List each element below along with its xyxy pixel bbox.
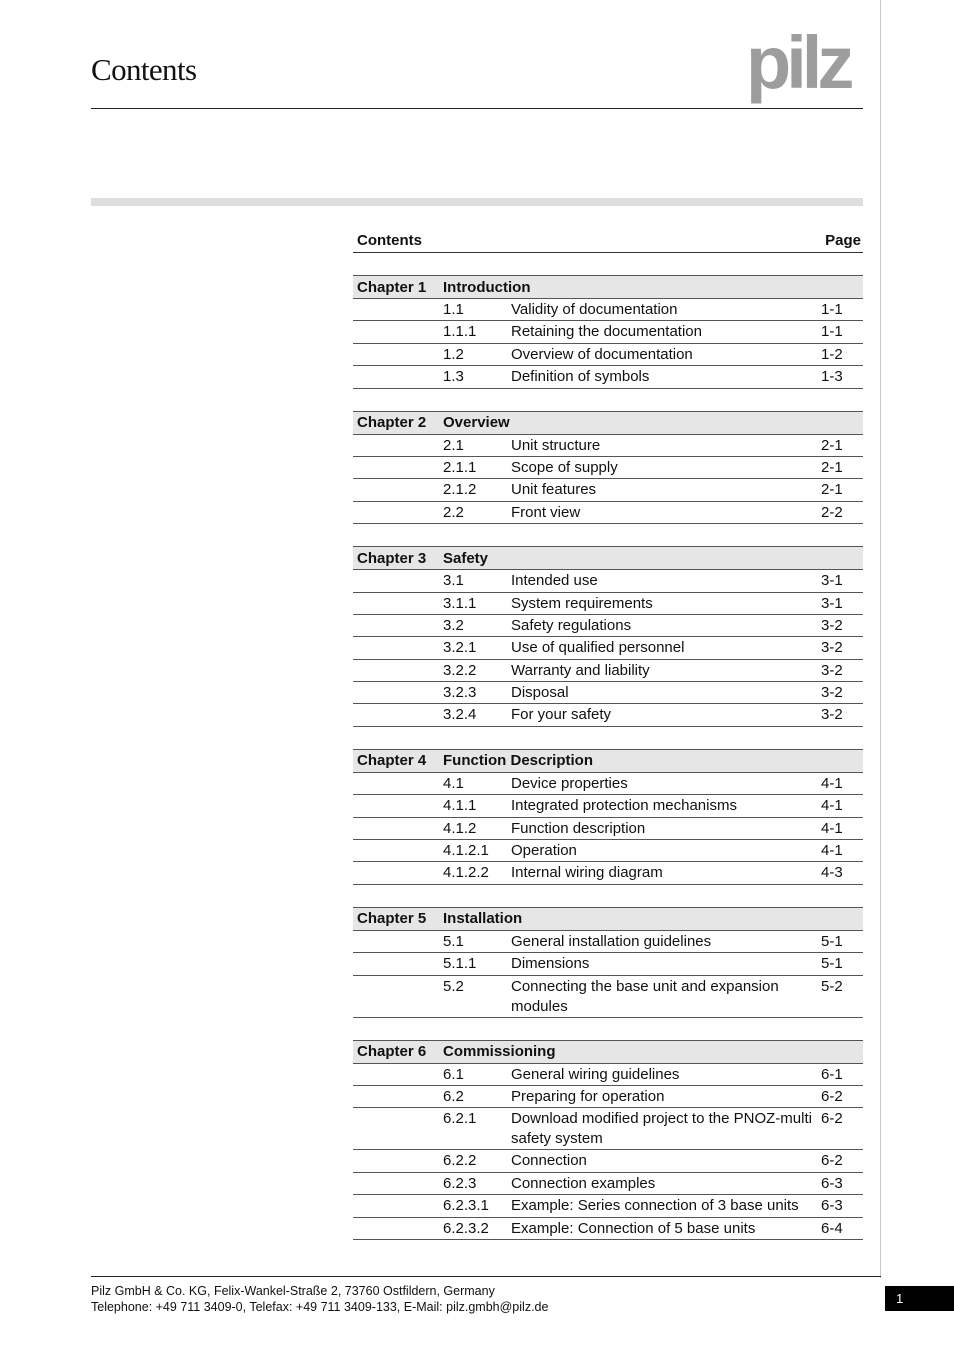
toc-entry-number: 3.2.2 (443, 661, 477, 679)
toc-entry-title: Safety regulations (511, 616, 632, 634)
page-number: 1 (885, 1286, 954, 1311)
toc-entry-page: 6-4 (821, 1219, 843, 1237)
toc-entry-page: 6-2 (821, 1152, 843, 1170)
toc-entry-title: Connection examples (511, 1174, 656, 1192)
toc-entry-page: 2-1 (821, 436, 843, 454)
toc-entry-number: 6.2.3.1 (443, 1197, 489, 1215)
toc-entry-number: 3.2.4 (443, 706, 477, 724)
chapter-label: Chapter 4 (357, 752, 427, 770)
toc-entry-page: 6-2 (821, 1110, 843, 1128)
page-title: Contents (91, 52, 197, 87)
toc-entry-page: 3-1 (821, 594, 843, 612)
toc-entry-number: 2.2 (443, 503, 464, 521)
toc-entry-number: 6.2.2 (443, 1152, 477, 1170)
toc-entry-page: 1-1 (821, 301, 843, 318)
toc-entry-page: 4-1 (821, 842, 843, 860)
toc-entry-number: 3.2.1 (443, 639, 477, 657)
toc-entry-number: 6.2.3 (443, 1174, 477, 1192)
toc-entry-title: Example: Connection of 5 base units (511, 1219, 756, 1237)
toc-entry-row[interactable] (353, 795, 863, 817)
toc-entry-title: Retaining the documentation (511, 323, 702, 341)
toc-entry-row[interactable] (353, 1218, 863, 1240)
toc-entry-row[interactable] (353, 704, 863, 726)
toc-entry-page: 1-3 (821, 368, 843, 386)
toc-chapter (353, 1040, 863, 1240)
toc-entry-number: 4.1.1 (443, 797, 477, 815)
toc-entry-row[interactable] (353, 502, 863, 524)
toc-entry-number: 3.1.1 (443, 594, 477, 612)
toc-entry-row[interactable] (353, 321, 863, 343)
toc-entry-row[interactable] (353, 435, 863, 457)
toc-entry-title: Use of qualified personnel (511, 639, 685, 657)
chapter-heading-row[interactable] (353, 275, 863, 299)
toc-entry-number: 3.1 (443, 572, 464, 590)
toc-entry-page: 1-2 (821, 345, 843, 363)
toc-entry-row[interactable] (353, 818, 863, 840)
toc-entry-title: Connection (511, 1152, 587, 1170)
chapter-heading-row[interactable] (353, 546, 863, 570)
chapter-heading-row[interactable] (353, 749, 863, 773)
toc-entry-number: 2.1 (443, 436, 464, 454)
toc-entry-title: Scope of supply (511, 458, 618, 476)
toc-entry-title: Front view (511, 503, 581, 521)
toc-entry-row[interactable] (353, 953, 863, 975)
chapter-title: Installation (443, 910, 523, 928)
toc-entry-page: 6-2 (821, 1087, 843, 1105)
toc-header-contents: Contents (357, 231, 422, 249)
toc-entry-page: 5-2 (821, 977, 843, 995)
toc-entry-title: Validity of documentation (511, 301, 678, 318)
toc-entry-number: 2.1.2 (443, 481, 477, 499)
toc-entry-row[interactable] (353, 344, 863, 366)
toc-entry-number: 6.2 (443, 1087, 464, 1105)
toc-entry-number: 5.1 (443, 932, 464, 950)
chapter-title: Introduction (443, 278, 531, 296)
footer (91, 1283, 548, 1315)
toc-entry-number: 6.1 (443, 1065, 464, 1083)
toc-entry-title: Definition of symbols (511, 368, 650, 386)
toc-entry-row[interactable] (353, 773, 863, 795)
toc-entry-title: Device properties (511, 774, 628, 792)
toc-entry-page: 3-2 (821, 661, 843, 679)
toc-entry-row[interactable] (353, 1108, 863, 1150)
toc-entry-row[interactable] (353, 1195, 863, 1217)
toc-entry-title: Intended use (511, 572, 598, 590)
toc-entry-row[interactable] (353, 976, 863, 1018)
toc-entry-row[interactable] (353, 931, 863, 953)
toc-entry-row[interactable] (353, 1064, 863, 1086)
toc-entry-title: Operation (511, 842, 577, 860)
toc-entry-title: Function description (511, 819, 646, 837)
toc-entry-title: Disposal (511, 684, 569, 702)
toc-entry-page: 2-1 (821, 458, 843, 476)
toc-entry-page: 2-2 (821, 503, 843, 521)
toc-entry-number: 4.1 (443, 774, 464, 792)
toc-entry-page: 3-2 (821, 616, 843, 634)
chapter-label: Chapter 3 (357, 549, 427, 567)
toc-entry-page: 4-3 (821, 864, 843, 882)
toc-entry-title: Dimensions (511, 955, 590, 973)
table-of-contents (353, 228, 863, 1240)
toc-entry-number: 5.2 (443, 977, 464, 995)
toc-entry-row[interactable] (353, 366, 863, 388)
toc-entry-page: 3-2 (821, 639, 843, 657)
footer-contact: Telephone: +49 711 3409-0, Telefax: +49 711 3409-133, E-Mail: pilz.gmbh@pilz.de (91, 1300, 549, 1314)
toc-entry-row[interactable] (353, 1086, 863, 1108)
toc-entry-number: 4.1.2 (443, 819, 477, 837)
toc-entry-number: 3.2 (443, 616, 464, 634)
toc-entry-page: 5-1 (821, 932, 843, 950)
toc-entry-title: Preparing for operation (511, 1087, 665, 1105)
toc-entry-number: 2.1.1 (443, 458, 477, 476)
toc-entry-row[interactable] (353, 570, 863, 592)
chapter-heading-row[interactable] (353, 411, 863, 435)
toc-entry-row[interactable] (353, 840, 863, 862)
toc-entry-page: 2-1 (821, 481, 843, 499)
right-margin-rule (880, 0, 881, 1278)
toc-entry-page: 3-2 (821, 706, 843, 724)
toc-entry-number: 1.1 (443, 301, 464, 318)
toc-entry-number: 1.2 (443, 345, 464, 363)
toc-entry-row[interactable] (353, 1150, 863, 1172)
toc-entry-row[interactable] (353, 615, 863, 637)
chapter-label: Chapter 2 (357, 414, 427, 432)
toc-entry-number: 6.2.1 (443, 1110, 477, 1128)
toc-chapter (353, 411, 863, 525)
chapter-title: Commissioning (443, 1043, 556, 1061)
toc-entry-number: 4.1.2.2 (443, 864, 489, 882)
header-rule (91, 108, 863, 109)
chapter-label: Chapter 6 (357, 1043, 427, 1061)
toc-entry-page: 4-1 (821, 819, 843, 837)
toc-entry-title: Unit structure (511, 436, 601, 454)
toc-chapter (353, 749, 863, 885)
toc-entry-row[interactable] (353, 479, 863, 501)
section-band (91, 198, 863, 206)
toc-entry-title: Overview of documentation (511, 345, 693, 363)
toc-entry-title: For your safety (511, 706, 612, 724)
toc-entry-title: Download modified project to the PNOZ-multi safety system (511, 1110, 812, 1148)
toc-entry-page: 3-2 (821, 684, 843, 702)
toc-entry-row[interactable] (353, 457, 863, 479)
toc-entry-row[interactable] (353, 299, 863, 321)
toc-entry-number: 1.1.1 (443, 323, 477, 341)
toc-chapter (353, 546, 863, 727)
toc-entry-title: Internal wiring diagram (511, 864, 663, 882)
pilz-logo: pilz (746, 21, 850, 104)
toc-chapter (353, 275, 863, 389)
chapter-label: Chapter 5 (357, 910, 427, 928)
toc-entry-page: 6-3 (821, 1197, 843, 1215)
toc-entry-number: 4.1.2.1 (443, 842, 489, 860)
toc-entry-title: Connecting the base unit and expansion modules (511, 977, 779, 1015)
toc-entry-row[interactable] (353, 660, 863, 682)
toc-entry-title: Example: Series connection of 3 base units (511, 1197, 799, 1215)
toc-entry-title: Warranty and liability (511, 661, 650, 679)
toc-entry-page: 3-1 (821, 572, 843, 590)
toc-entry-number: 5.1.1 (443, 955, 477, 973)
toc-header (353, 228, 863, 253)
toc-entry-row[interactable] (353, 637, 863, 659)
toc-chapter (353, 907, 863, 1018)
toc-entry-page: 6-1 (821, 1065, 843, 1083)
toc-entry-page: 5-1 (821, 955, 843, 973)
toc-entry-row[interactable] (353, 1173, 863, 1195)
footer-address: Pilz GmbH & Co. KG, Felix-Wankel-Straße 2, 73760 Ostfildern, Germany (91, 1284, 495, 1298)
chapter-heading-row[interactable] (353, 907, 863, 931)
toc-entry-title: Integrated protection mechanisms (511, 797, 737, 815)
toc-entry-number: 1.3 (443, 368, 464, 386)
toc-entry-title: Unit features (511, 481, 597, 499)
toc-entry-page: 4-1 (821, 797, 843, 815)
chapter-heading-row[interactable] (353, 1040, 863, 1064)
toc-entry-page: 1-1 (821, 323, 843, 341)
toc-entry-row[interactable] (353, 593, 863, 615)
chapter-title: Overview (443, 414, 510, 432)
chapter-title: Safety (443, 549, 489, 567)
toc-entry-number: 3.2.3 (443, 684, 477, 702)
chapter-title: Function Description (443, 752, 593, 770)
toc-entry-title: System requirements (511, 594, 653, 612)
toc-entry-title: General wiring guidelines (511, 1065, 680, 1083)
chapter-label: Chapter 1 (357, 278, 427, 296)
toc-entry-page: 6-3 (821, 1174, 843, 1192)
toc-entry-row[interactable] (353, 862, 863, 884)
footer-rule (91, 1276, 881, 1277)
toc-header-page: Page (825, 231, 861, 249)
toc-entry-row[interactable] (353, 682, 863, 704)
toc-entry-title: General installation guidelines (511, 932, 712, 950)
toc-entry-number: 6.2.3.2 (443, 1219, 489, 1237)
toc-chapters (353, 275, 863, 1240)
toc-entry-page: 4-1 (821, 774, 843, 792)
